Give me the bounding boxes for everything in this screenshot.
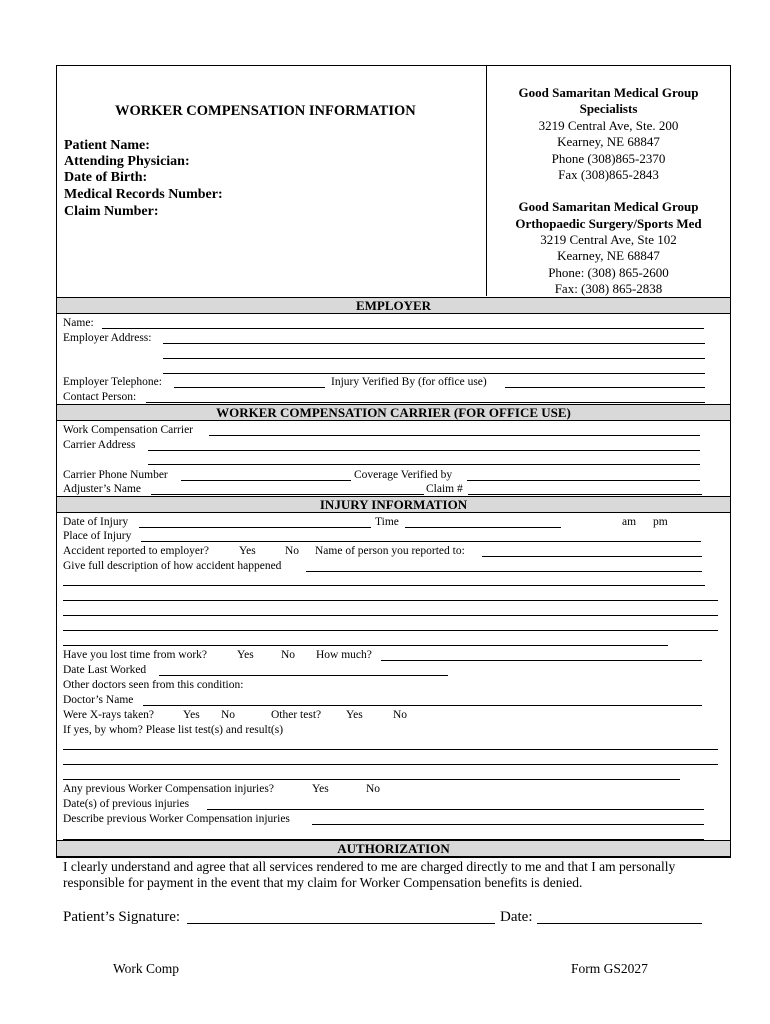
- pm-option[interactable]: pm: [653, 516, 668, 528]
- describe-previous-field-1[interactable]: [312, 824, 704, 825]
- doctor-name-field[interactable]: [143, 705, 702, 706]
- description-field-5[interactable]: [63, 630, 718, 631]
- clinic1-city: Kearney, NE 68847: [557, 134, 660, 149]
- how-much-field[interactable]: [381, 660, 702, 661]
- xrays-label: Were X-rays taken?: [63, 709, 155, 721]
- place-of-injury-field[interactable]: [141, 541, 701, 542]
- form-title: WORKER COMPENSATION INFORMATION: [115, 103, 416, 119]
- clinic2-city: Kearney, NE 68847: [557, 248, 660, 263]
- employer-address-label: Employer Address:: [63, 332, 152, 344]
- description-field-1[interactable]: [306, 571, 702, 572]
- signature-label: Patient’s Signature:: [63, 909, 181, 925]
- date-of-injury-label: Date of Injury: [63, 516, 129, 528]
- if-yes-label: If yes, by whom? Please list test(s) and result(s): [63, 724, 284, 736]
- how-much-label: How much?: [316, 649, 372, 661]
- lost-time-no-option[interactable]: No: [281, 649, 296, 661]
- other-test-yes-option[interactable]: Yes: [346, 709, 363, 721]
- carrier-field[interactable]: [209, 435, 700, 436]
- test-results-field-3[interactable]: [63, 779, 680, 780]
- employer-name-label: Name:: [63, 317, 94, 329]
- lost-time-yes-option[interactable]: Yes: [237, 649, 254, 661]
- signature-date-field[interactable]: [537, 923, 702, 924]
- clinic2-phone: Phone: (308) 865-2600: [548, 265, 669, 280]
- xrays-no-option[interactable]: No: [221, 709, 236, 721]
- carrier-phone-label: Carrier Phone Number: [63, 469, 168, 481]
- reported-no-option[interactable]: No: [285, 545, 300, 557]
- signature-date-label: Date:: [500, 909, 533, 925]
- employer-address-field-3[interactable]: [163, 373, 705, 374]
- other-doctors-label: Other doctors seen from this condition:: [63, 679, 244, 691]
- accident-reported-label: Accident reported to employer?: [63, 545, 209, 557]
- lost-time-label: Have you lost time from work?: [63, 649, 208, 661]
- other-test-label: Other test?: [271, 709, 322, 721]
- describe-previous-label: Describe previous Worker Compensation injuries: [63, 813, 290, 825]
- test-results-field-1[interactable]: [63, 749, 718, 750]
- contact-person-label: Contact Person:: [63, 391, 137, 403]
- authorization-heading: AUTHORIZATION: [57, 840, 730, 857]
- medical-records-number-label: Medical Records Number:: [64, 187, 223, 202]
- injury-heading: INJURY INFORMATION: [57, 496, 730, 513]
- carrier-address-label: Carrier Address: [63, 439, 136, 451]
- am-option[interactable]: am: [622, 516, 637, 528]
- clinic1-name2: Specialists: [579, 101, 638, 116]
- other-test-no-option[interactable]: No: [393, 709, 408, 721]
- patient-name-label: Patient Name:: [64, 138, 150, 153]
- claim-number-label: Claim Number:: [64, 204, 159, 219]
- previous-injuries-label: Any previous Worker Compensation injuries?: [63, 783, 274, 795]
- carrier-address-field-1[interactable]: [148, 450, 700, 451]
- time-label: Time: [375, 516, 399, 528]
- clinic2-name2: Orthopaedic Surgery/Sports Med: [515, 216, 702, 231]
- place-of-injury-label: Place of Injury: [63, 530, 132, 542]
- worker-comp-form: [56, 65, 731, 858]
- carrier-label: Work Compensation Carrier: [63, 424, 194, 436]
- doctor-name-label: Doctor’s Name: [63, 694, 134, 706]
- claim-number-field-label: Claim #: [426, 483, 463, 495]
- employer-telephone-field[interactable]: [174, 387, 325, 388]
- employer-heading: EMPLOYER: [57, 297, 730, 314]
- employer-name-field[interactable]: [102, 328, 704, 329]
- footer-work-comp: Work Comp: [113, 961, 180, 976]
- description-field-2[interactable]: [63, 585, 705, 586]
- coverage-verified-label: Coverage Verified by: [354, 469, 453, 481]
- time-field[interactable]: [405, 527, 561, 528]
- injury-verified-field[interactable]: [505, 387, 705, 388]
- carrier-heading: WORKER COMPENSATION CARRIER (FOR OFFICE USE): [57, 404, 730, 421]
- employer-telephone-label: Employer Telephone:: [63, 376, 162, 388]
- previous-dates-label: Date(s) of previous injuries: [63, 798, 190, 810]
- adjuster-name-field[interactable]: [151, 494, 424, 495]
- test-results-field-2[interactable]: [63, 764, 718, 765]
- adjuster-name-label: Adjuster’s Name: [63, 483, 142, 495]
- contact-person-field[interactable]: [146, 402, 705, 403]
- coverage-verified-field[interactable]: [467, 480, 700, 481]
- date-last-worked-label: Date Last Worked: [63, 664, 147, 676]
- description-field-6[interactable]: [63, 645, 668, 646]
- description-label: Give full description of how accident happened: [63, 560, 282, 572]
- clinic1-name1: Good Samaritan Medical Group: [518, 85, 699, 100]
- footer-form-number: Form GS2027: [571, 961, 648, 976]
- xrays-yes-option[interactable]: Yes: [183, 709, 200, 721]
- signature-field[interactable]: [187, 923, 495, 924]
- date-of-birth-label: Date of Birth:: [64, 170, 148, 185]
- reported-to-field[interactable]: [482, 556, 702, 557]
- clinic2-fax: Fax: (308) 865-2838: [554, 281, 663, 296]
- employer-address-field-1[interactable]: [163, 343, 705, 344]
- injury-verified-label: Injury Verified By (for office use): [331, 376, 487, 388]
- reported-to-label: Name of person you reported to:: [315, 545, 465, 557]
- date-last-worked-field[interactable]: [159, 675, 448, 676]
- carrier-phone-field[interactable]: [181, 480, 351, 481]
- clinic1-phone: Phone (308)865-2370: [551, 151, 666, 166]
- previous-no-option[interactable]: No: [366, 783, 381, 795]
- clinic1-address: 3219 Central Ave, Ste. 200: [538, 118, 679, 133]
- description-field-3[interactable]: [63, 600, 718, 601]
- authorization-text-line1: I clearly understand and agree that all services rendered to me are charged directly to me and that I am personally: [63, 859, 676, 874]
- claim-number-field[interactable]: [468, 494, 702, 495]
- previous-yes-option[interactable]: Yes: [312, 783, 329, 795]
- previous-dates-field[interactable]: [207, 809, 704, 810]
- date-of-injury-field[interactable]: [139, 527, 371, 528]
- description-field-4[interactable]: [63, 615, 718, 616]
- attending-physician-label: Attending Physician:: [64, 154, 190, 169]
- clinic2-name1: Good Samaritan Medical Group: [518, 199, 699, 214]
- reported-yes-option[interactable]: Yes: [239, 545, 256, 557]
- carrier-address-field-2[interactable]: [148, 464, 700, 465]
- employer-address-field-2[interactable]: [163, 358, 705, 359]
- clinic2-address: 3219 Central Ave, Ste 102: [540, 232, 677, 247]
- clinic1-fax: Fax (308)865-2843: [558, 167, 659, 182]
- authorization-text-line2: responsible for payment in the event that my claim for Worker Compensation benefits is denied.: [63, 875, 583, 890]
